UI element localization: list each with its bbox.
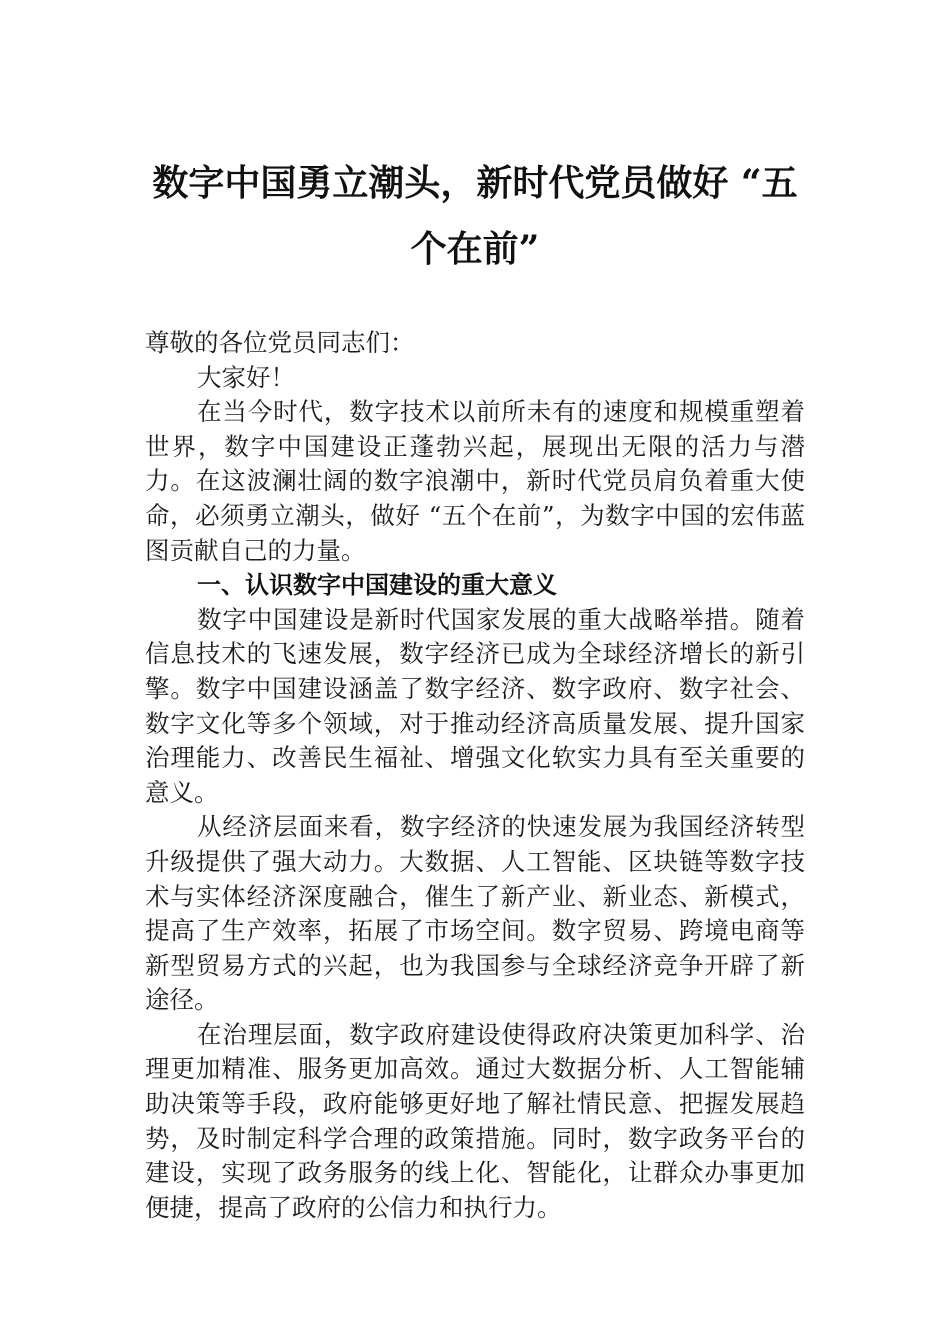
body-paragraph: 数字中国建设是新时代国家发展的重大战略举措。随着信息技术的飞速发展，数字经济已成为全球经济增长的新引擎。数字中国建设涵盖了数字经济、数字政府、数字社会、数字文化等多个领域，对于推动经济高质量发展、提升国家治理能力、改善民生福祉、增强文化软实力具有至关重要的意义。 [145,604,805,807]
title-line-2: 个在前” [410,228,540,270]
salutation: 尊敬的各位党员同志们： [145,328,415,357]
greeting: 大家好！ [197,362,295,392]
body-paragraph: 在治理层面，数字政府建设使得政府决策更加科学、治理更加精准、服务更加高效。通过大数据分析、人工智能辅助决策等手段，政府能够更好地了解社情民意、把握发展趋势，及时制定科学合理的政策措施。同时，数字政务平台的建设，实现了政务服务的线上化、智能化，让群众办事更加便捷，提高了政府的公信力和执行力。 [145,1019,805,1222]
title-line-1: 数字中国勇立潮头，新时代党员做好 “五 [152,162,798,204]
body-paragraph: 从经济层面来看，数字经济的快速发展为我国经济转型升级提供了强大动力。大数据、人工智能、区块链等数字技术与实体经济深度融合，催生了新产业、新业态、新模式，提高了生产效率，拓展了市场空间。数字贸易、跨境电商等新型贸易方式的兴起，也为我国参与全球经济竞争开辟了新途径。 [145,812,805,1015]
section-heading-1: 一、认识数字中国建设的重大意义 [197,571,557,600]
intro-paragraph: 在当今时代，数字技术以前所未有的速度和规模重塑着世界，数字中国建设正蓬勃兴起，展现出无限的活力与潜力。在这波澜壮阔的数字浪潮中，新时代党员肩负着重大使命，必须勇立潮头，做好 “五个在前”，为数字中国的宏伟蓝图贡献自己的力量。 [145,397,805,565]
document-body [145,326,805,1225]
document-title [140,150,810,282]
